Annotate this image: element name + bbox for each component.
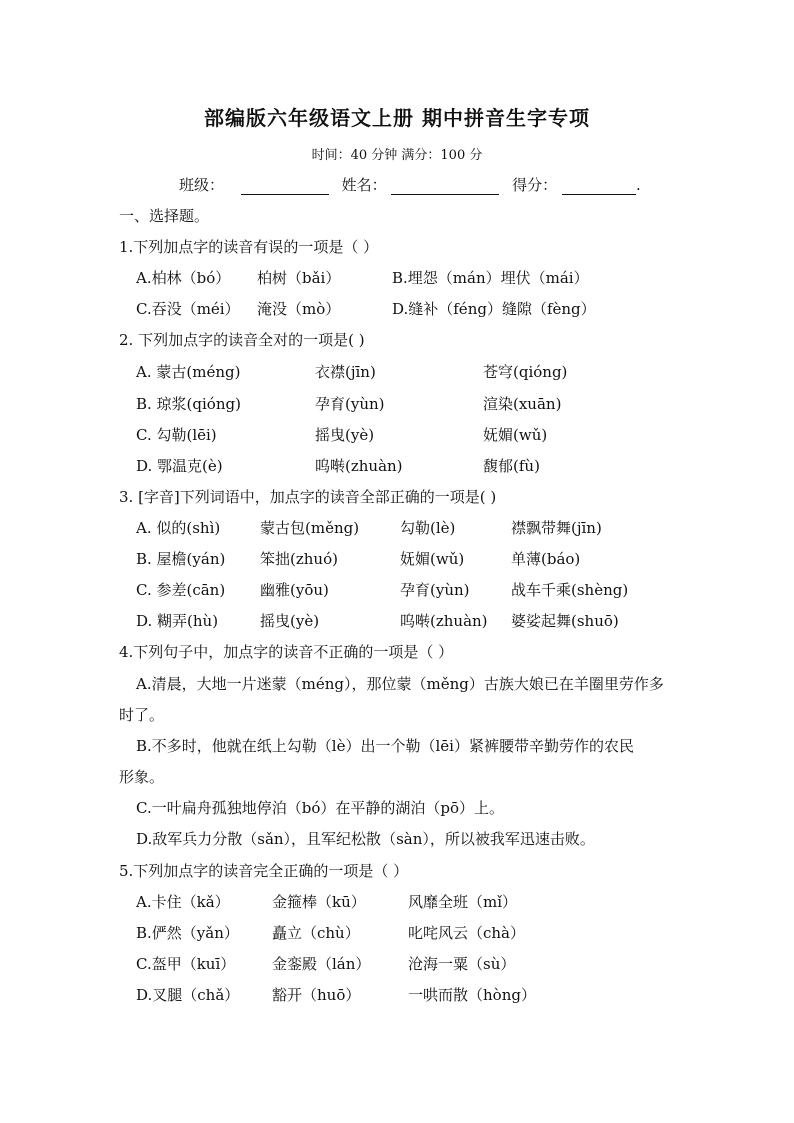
q3-option-c-word2: 幽雅(yōu): [260, 581, 329, 599]
q3-option-a-word4: 襟飘带舞(jīn): [511, 519, 602, 537]
page-title: 部编版六年级语文上册 期中拼音生字专项: [204, 106, 590, 130]
q3-option-b-word4: 单薄(báo): [511, 550, 581, 568]
q4-option-c[interactable]: C.一叶扁舟孤独地停泊（bó）在平静的湖泊（pō）上。: [136, 799, 504, 817]
q3-option-c[interactable]: C. 参差(cān): [136, 581, 226, 599]
q1-option-c[interactable]: C.吞没（méi）: [136, 300, 240, 318]
question-1-stem: 1.下列加点字的读音有误的一项是（ ）: [119, 238, 379, 256]
q5-option-b-word3: 叱咤风云（chà）: [408, 924, 526, 942]
info-line: [179, 174, 641, 195]
q2-option-b-word3: 渲染(xuān): [483, 395, 562, 413]
q2-option-b[interactable]: B. 琼浆(qióng): [136, 395, 241, 413]
q5-option-d-word3: 一哄而散（hòng）: [408, 986, 536, 1004]
score-field[interactable]: [562, 180, 636, 195]
q5-option-b-word2: 矗立（chù）: [272, 924, 360, 942]
q1-option-a-word2: 柏树（bǎi）: [257, 269, 341, 287]
q3-option-d[interactable]: D. 糊弄(hù): [136, 612, 219, 630]
q2-option-c[interactable]: C. 勾勒(lēi): [136, 426, 217, 444]
q3-option-d-word2: 摇曳(yè): [260, 612, 320, 630]
q2-option-d-word2: 呜啭(zhuàn): [315, 457, 403, 475]
q3-option-b-word3: 妩媚(wǔ): [400, 550, 465, 568]
q2-option-c-word2: 摇曳(yè): [315, 426, 375, 444]
q5-option-b[interactable]: B.俨然（yǎn）: [136, 924, 239, 942]
q5-option-c-word2: 金銮殿（lán）: [272, 955, 371, 973]
q3-option-a[interactable]: A. 似的(shì): [136, 519, 221, 537]
class-field[interactable]: [241, 180, 329, 195]
section-heading: 一、选择题。: [119, 207, 210, 225]
q4-option-a[interactable]: A.清晨，大地一片迷蒙（méng），那位蒙（měng）古族大娘已在羊圈里劳作多: [136, 675, 664, 693]
question-4-stem: 4.下列句子中，加点字的读音不正确的一项是（ ）: [119, 643, 454, 661]
q1-option-d[interactable]: D.缝补（féng）缝隙（fèng）: [392, 300, 596, 318]
q2-option-c-word3: 妩媚(wǔ): [483, 426, 548, 444]
question-2-stem: 2. 下列加点字的读音全对的一项是( ): [119, 331, 365, 349]
q3-option-b-word2: 笨拙(zhuó): [260, 550, 338, 568]
q5-option-c[interactable]: C.盔甲（kuī）: [136, 955, 236, 973]
q5-option-a-word3: 风靡全班（mǐ）: [408, 893, 518, 911]
q3-option-d-word3: 呜啭(zhuàn): [400, 612, 488, 630]
q2-option-d-word3: 馥郁(fù): [483, 457, 540, 475]
q5-option-c-word3: 沧海一粟（sù）: [408, 955, 516, 973]
q2-option-a-word3: 苍穹(qióng): [483, 363, 568, 381]
end-mark: .: [635, 176, 641, 194]
q3-option-c-word4: 战车千乘(shèng): [511, 581, 629, 599]
q2-option-d[interactable]: D. 鄂温克(è): [136, 457, 223, 475]
q5-option-a-word2: 金箍棒（kū）: [272, 893, 366, 911]
q5-option-d-word2: 豁开（huō）: [272, 986, 361, 1004]
q3-option-a-word3: 勾勒(lè): [400, 519, 456, 537]
q4-option-b[interactable]: B.不多时，他就在纸上勾勒（lè）出一个勒（lēi）紧裤腰带辛勤劳作的农民: [136, 737, 634, 755]
q3-option-d-word4: 婆娑起舞(shuō): [511, 612, 619, 630]
exam-meta: 时间：40 分钟 满分：100 分: [311, 148, 483, 163]
q5-option-d[interactable]: D.叉腿（chǎ）: [136, 986, 240, 1004]
q2-option-a[interactable]: A. 蒙古(méng): [136, 363, 241, 381]
q2-option-a-word2: 衣襟(jīn): [315, 363, 376, 381]
q2-option-b-word2: 孕育(yùn): [315, 395, 385, 413]
q5-option-a[interactable]: A.卡住（kǎ）: [136, 893, 230, 911]
q4-option-b-cont: 形象。: [119, 768, 165, 786]
q4-option-d[interactable]: D.敌军兵力分散（sǎn），且军纪松散（sàn），所以被我军迅速击败。: [136, 830, 595, 848]
score-label: 得分：: [512, 176, 558, 194]
class-label: 班级：: [179, 176, 225, 194]
q3-option-b[interactable]: B. 屋檐(yán): [136, 550, 226, 568]
q3-option-a-word2: 蒙古包(měng): [260, 519, 360, 537]
name-label: 姓名：: [341, 176, 387, 194]
q1-option-b[interactable]: B.埋怨（mán）埋伏（mái）: [392, 269, 589, 287]
q1-option-a[interactable]: A.柏林（bó）: [136, 269, 231, 287]
question-3-stem: 3. [字音]下列词语中，加点字的读音全部正确的一项是( ): [119, 488, 497, 506]
question-5-stem: 5.下列加点字的读音完全正确的一项是（ ）: [119, 862, 409, 880]
name-field[interactable]: [391, 180, 499, 195]
q1-option-c-word2: 淹没（mò）: [257, 300, 341, 318]
q3-option-c-word3: 孕育(yùn): [400, 581, 470, 599]
q4-option-a-cont: 时了。: [119, 706, 165, 724]
